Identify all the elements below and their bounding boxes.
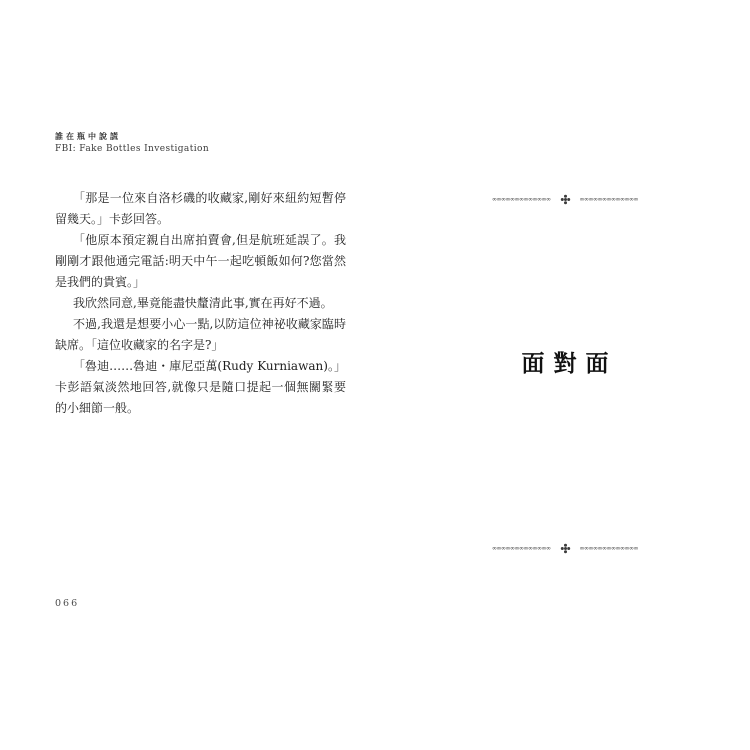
ornament-rule-top <box>468 194 662 205</box>
paragraph: 「他原本預定親自出席拍賣會,但是航班延誤了。我剛剛才跟他通完電話:明天中午一起吃頓飯如何?您當然是我們的貴賓。」 <box>55 233 346 289</box>
running-header-english-title: FBI: Fake Bottles Investigation <box>55 144 210 154</box>
fleuron-icon <box>560 194 571 205</box>
fleuron-icon <box>560 543 571 554</box>
paragraph: 「魯迪……魯迪・庫尼亞萬(Rudy Kurniawan)。」卡彭語氣淡然地回答,就像只是隨口提起一個無關緊要的小細節一般。 <box>55 359 346 415</box>
paragraph: 我欣然同意,畢竟能盡快釐清此事,實在再好不過。 <box>73 296 333 310</box>
body-text-column <box>55 188 346 419</box>
running-header-chinese-title: 誰在瓶中說謊 <box>55 131 121 141</box>
ornament-chain-left: ∞∞∞∞∞∞∞∞∞∞∞∞∞ <box>492 544 551 552</box>
ornament-rule-bottom <box>468 543 662 554</box>
ornament-chain-right: ∞∞∞∞∞∞∞∞∞∞∞∞∞ <box>579 544 638 552</box>
paragraph: 「那是一位來自洛杉磯的收藏家,剛好來紐約短暫停留幾天。」卡彭回答。 <box>55 191 346 226</box>
page-number: 066 <box>55 598 80 609</box>
ornament-chain-right: ∞∞∞∞∞∞∞∞∞∞∞∞∞ <box>579 195 638 203</box>
chapter-title: 面對面 <box>521 351 618 377</box>
running-header <box>55 131 209 155</box>
paragraph: 不過,我還是想要小心一點,以防這位神祕收藏家臨時缺席。「這位收藏家的名字是?」 <box>55 317 346 352</box>
ornament-chain-left: ∞∞∞∞∞∞∞∞∞∞∞∞∞ <box>492 195 551 203</box>
